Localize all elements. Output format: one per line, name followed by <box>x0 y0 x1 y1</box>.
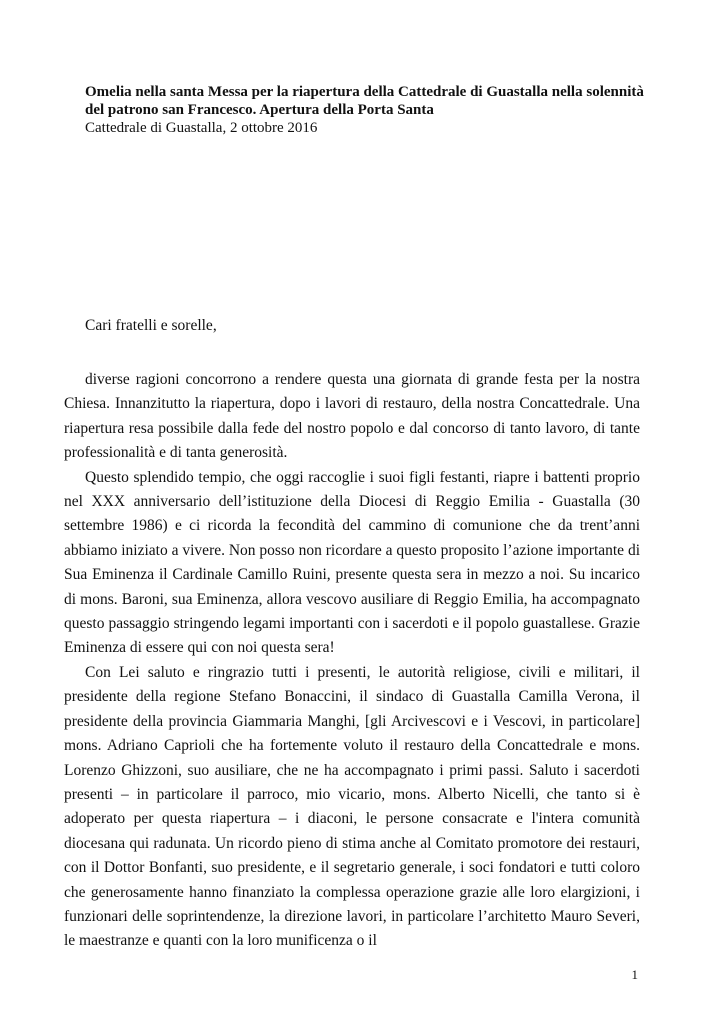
document-title: Omelia nella santa Messa per la riapertura della Cattedrale di Guastalla nella solennità del patrono san Francesco. Apertura della Porta Santa <box>85 84 644 118</box>
paragraph: Con Lei saluto e ringrazio tutti i presenti, le autorità religiose, civili e militari, il presidente della regione Stefano Bonaccini, il sindaco di Guastalla Camilla Verona, il presidente della provincia Giammaria Manghi, [gli Arcivescovi e i Vescovi, in particolare] mons. Adriano Caprioli che ha fortemente voluto il restauro della Concattedrale e mons. Lorenzo Ghizzoni, suo ausiliare, che ne ha accompagnato i primi passi. Saluto i sacerdoti presenti – in particolare il parroco, mio vicario, mons. Alberto Nicelli, che tanto si è adoperato per questa riapertura – i diaconi, le persone consacrate e l'intera comunità diocesana qui radunata. Un ricordo pieno di stima anche al Comitato promotore dei restauri, con il Dottor Bonfanti, suo presidente, e il segretario generale, i soci fondatori e tutti coloro che generosamente hanno finanziato la complessa operazione grazie alle loro elargizioni, i funzionari delle soprintendenze, la direzione lavori, in particolare l’architetto Mauro Severi, le maestranze e quanti con la loro munificenza o il <box>64 663 640 950</box>
document-body <box>64 368 640 954</box>
document-header <box>85 83 645 137</box>
paragraph: Questo splendido tempio, che oggi raccoglie i suoi figli festanti, riapre i battenti proprio nel XXX anniversario dell’istituzione della Diocesi di Reggio Emilia - Guastalla (30 settembre 1986) e ci ricorda la fecondità del cammino di comunione che da trent’anni abbiamo iniziato a vivere. Non posso non ricordare a questo proposito l’azione importante di Sua Eminenza il Cardinale Camillo Ruini, presente questa sera in mezzo a noi. Su incarico di mons. Baroni, sua Eminenza, allora vescovo ausiliare di Reggio Emilia, ha accompagnato questo passaggio stringendo legami importanti con i sacerdoti e il popolo guastallese. Grazie Eminenza di essere qui con noi questa sera! <box>64 468 640 657</box>
document-subtitle: Cattedrale di Guastalla, 2 ottobre 2016 <box>85 120 318 136</box>
page-number: 1 <box>631 967 638 982</box>
paragraph: diverse ragioni concorrono a rendere questa una giornata di grande festa per la nostra Chiesa. Innanzitutto la riapertura, dopo i lavori di restauro, della nostra Concattedrale. Una riapertura resa possibile dalla fede del nostro popolo e dal concorso di tanto lavoro, di tante professionalità e di tanta generosità. <box>64 371 640 462</box>
salutation: Cari fratelli e sorelle, <box>85 317 217 334</box>
